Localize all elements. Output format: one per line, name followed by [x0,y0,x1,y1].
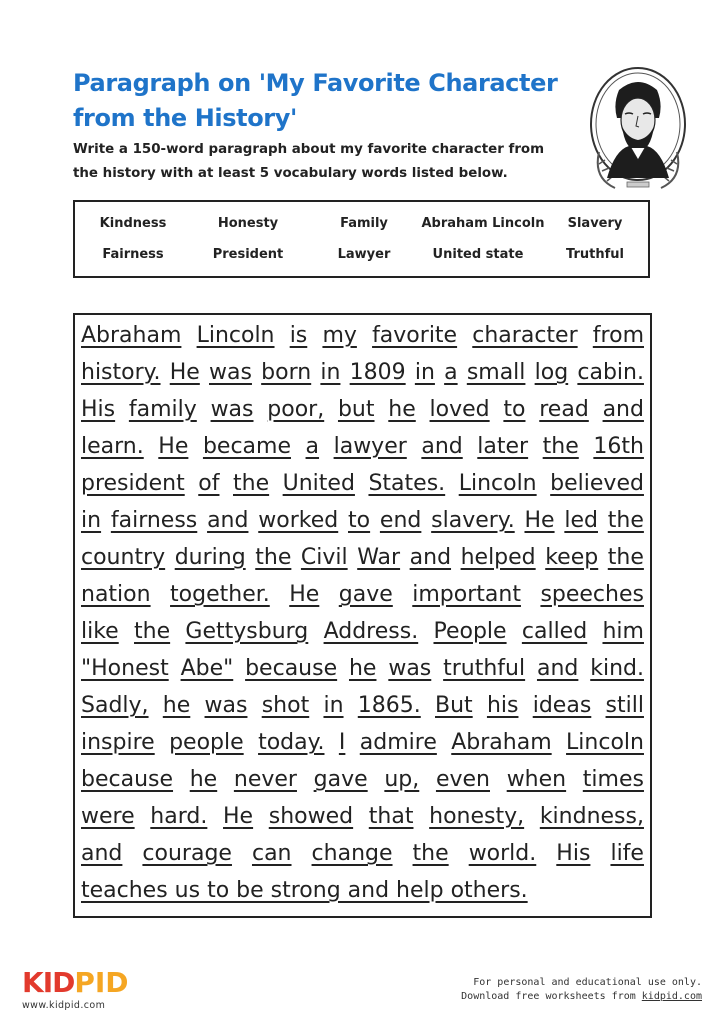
paragraph-word: he [348,656,377,681]
paragraph-word: was [204,693,248,718]
paragraph-word: of [198,471,220,496]
paragraph-word: nation [81,582,151,607]
paragraph-word: became [202,434,291,459]
paragraph-word: shot [261,693,310,718]
paragraph-word: his [486,693,519,718]
paragraph-word: People [433,619,507,644]
vocab-word: Abraham Lincoln [421,216,545,231]
paragraph-word: change [311,841,393,866]
logo-kid-text: KID [22,966,75,999]
worksheet-instructions: Write a 150-word paragraph about my favorite character from the history with at least 5 vocabulary words listed below. [73,142,545,181]
paragraph-word: Abraham [81,323,182,348]
paragraph-word: were [81,804,135,829]
paragraph-word: was [388,656,432,681]
paragraph-word: called [521,619,588,644]
logo-pid-text: PID [74,966,129,999]
paragraph-word: Abraham [451,730,552,755]
paragraph-word: my [322,323,357,348]
paragraph-line [81,545,644,583]
paragraph-word: born [261,360,312,385]
paragraph-word: country [81,545,166,570]
paragraph-word: is [289,323,308,348]
paragraph-word: from [592,323,644,348]
paragraph-word: helped [460,545,536,570]
paragraph-word: in [81,508,102,533]
paragraph-word: 16th [593,434,644,459]
paragraph-word: courage [142,841,232,866]
paragraph-line [81,323,644,361]
paragraph-word: was [210,397,254,422]
paragraph-word: United [282,471,355,496]
paragraph-word: log [534,360,569,385]
paragraph-word: the [607,545,644,570]
paragraph-word: like [81,619,119,644]
paragraph-word: but [337,397,375,422]
paragraph-line [81,730,644,768]
vocab-word: Kindness [99,216,167,231]
paragraph-word: poor, [267,397,325,422]
paragraph-word: lawyer [333,434,407,459]
footer-note [461,976,702,1004]
paragraph-word: he [189,767,218,792]
paragraph-line [81,804,644,842]
paragraph-word: gave [338,582,393,607]
paragraph-word: up, [384,767,420,792]
footer-kidpid-link[interactable]: kidpid.com [641,991,702,1002]
paragraph-word: Sadly, [81,693,149,718]
paragraph-word: the [542,434,579,459]
paragraph-word: Gettysburg [185,619,309,644]
paragraph-word: he [388,397,416,422]
paragraph-word: Civil [300,545,348,570]
paragraph-word: today. [258,730,325,755]
footer-download-prefix: Download free worksheets from [461,991,642,1002]
paragraph-word: and [421,434,463,459]
paragraph-word: during [174,545,246,570]
paragraph-word: to [348,508,371,533]
paragraph-word: His [556,841,591,866]
paragraph-word: him [602,619,644,644]
paragraph-word: people [169,730,244,755]
paragraph-word: he [162,693,191,718]
paragraph-word: a [305,434,320,459]
paragraph-word: together. [170,582,270,607]
paragraph-word: later [477,434,529,459]
paragraph-word: and [207,508,249,533]
paragraph-word: keep [545,545,599,570]
paragraph-word: the [607,508,644,533]
paragraph-word: important [412,582,521,607]
paragraph-word: world. [468,841,537,866]
paragraph-line [81,619,644,657]
paragraph-word: the [255,545,292,570]
abraham-lincoln-portrait-icon [585,60,691,198]
paragraph-word: loved [429,397,490,422]
paragraph-word: that [368,804,414,829]
paragraph-word: in [323,693,344,718]
paragraph-word: history. [81,360,161,385]
paragraph-word: learn. [81,434,144,459]
paragraph-line [81,841,644,879]
paragraph-box [73,313,652,918]
vocab-word: Honesty [217,216,279,231]
paragraph-word: and [81,841,123,866]
paragraph-word: in [320,360,341,385]
vocab-word: Fairness [102,247,164,262]
paragraph-word: family [128,397,197,422]
paragraph-word: His [81,397,116,422]
paragraph-line [81,471,644,509]
paragraph-word: He [169,360,200,385]
paragraph-word: the [233,471,270,496]
paragraph-word: can [251,841,292,866]
paragraph-word: read [539,397,589,422]
paragraph-word: worked [258,508,339,533]
paragraph-word: Lincoln [458,471,537,496]
paragraph-line [81,397,644,435]
paragraph-word: when [506,767,567,792]
paragraph-word: because [81,767,174,792]
paragraph-word: speeches [540,582,644,607]
paragraph-word: the [412,841,449,866]
worksheet-title: Paragraph on 'My Favorite Character from the History' [73,69,558,132]
paragraph-word: never [233,767,297,792]
paragraph-word: because [245,656,338,681]
paragraph-word: in [414,360,435,385]
paragraph-word: and [409,545,452,570]
paragraph-word: fairness [110,508,198,533]
paragraph-line: teaches us to be strong and help others. [81,878,528,903]
paragraph-word: times [582,767,644,792]
paragraph-word: to [503,397,526,422]
paragraph-word: "Honest [81,656,169,681]
paragraph-word: ideas [532,693,592,718]
paragraph-word: Address. [323,619,419,644]
paragraph-word: Abe" [180,656,234,681]
paragraph-line [81,582,644,620]
paragraph-word: and [536,656,579,681]
vocab-word: Lawyer [337,247,391,262]
paragraph-line [81,693,644,731]
paragraph-word: But [435,693,473,718]
paragraph-word: honesty, [429,804,525,829]
paragraph-line [81,767,644,805]
paragraph-word: president [81,471,185,496]
paragraph-word: even [435,767,490,792]
paragraph-word: He [289,582,320,607]
paragraph-word: favorite [372,323,458,348]
paragraph-word: States. [368,471,446,496]
paragraph-word: still [605,693,644,718]
paragraph-word: War [357,545,401,570]
paragraph-word: Lincoln [566,730,644,755]
paragraph-word: character [472,323,578,348]
paragraph-word: He [223,804,254,829]
paragraph-word: believed [550,471,644,496]
paragraph-word: truthful [443,656,526,681]
paragraph-word: admire [359,730,437,755]
paragraph-word: led [564,508,598,533]
paragraph-word: Lincoln [196,323,275,348]
paragraph-word: 1809 [349,360,406,385]
paragraph-word: slavery. [431,508,515,533]
paragraph-word: was [209,360,252,385]
vocabulary-word-box [73,200,650,278]
vocab-word: Slavery [567,216,623,231]
paragraph-word: 1865. [357,693,421,718]
footer-download-line [461,990,702,1004]
paragraph-word: the [134,619,171,644]
paragraph-word: life [610,841,644,866]
paragraph-line [81,434,644,472]
paragraph-word: I [338,730,346,755]
paragraph-word: gave [313,767,368,792]
paragraph-word: and [602,397,644,422]
paragraph-word: hard. [150,804,208,829]
vocab-word: Family [340,216,388,231]
vocab-word: President [212,247,284,262]
paragraph-word: showed [268,804,354,829]
vocab-word: United state [432,247,524,262]
logo-url: www.kidpid.com [22,1000,106,1011]
paragraph-word: inspire [81,730,155,755]
footer-usage-line: For personal and educational use only. [473,977,702,988]
paragraph-word: cabin. [577,360,644,385]
paragraph-line [81,360,644,398]
vocab-word: Truthful [566,247,624,262]
paragraph-word: small [466,360,526,385]
paragraph-word: a [444,360,458,385]
kidpid-logo [22,966,129,1016]
paragraph-line [81,656,644,694]
paragraph-word: He [524,508,555,533]
paragraph-word: end [379,508,422,533]
paragraph-word: He [158,434,189,459]
paragraph-word: kindness, [539,804,644,829]
paragraph-line [81,508,644,546]
paragraph-word: kind. [590,656,644,681]
